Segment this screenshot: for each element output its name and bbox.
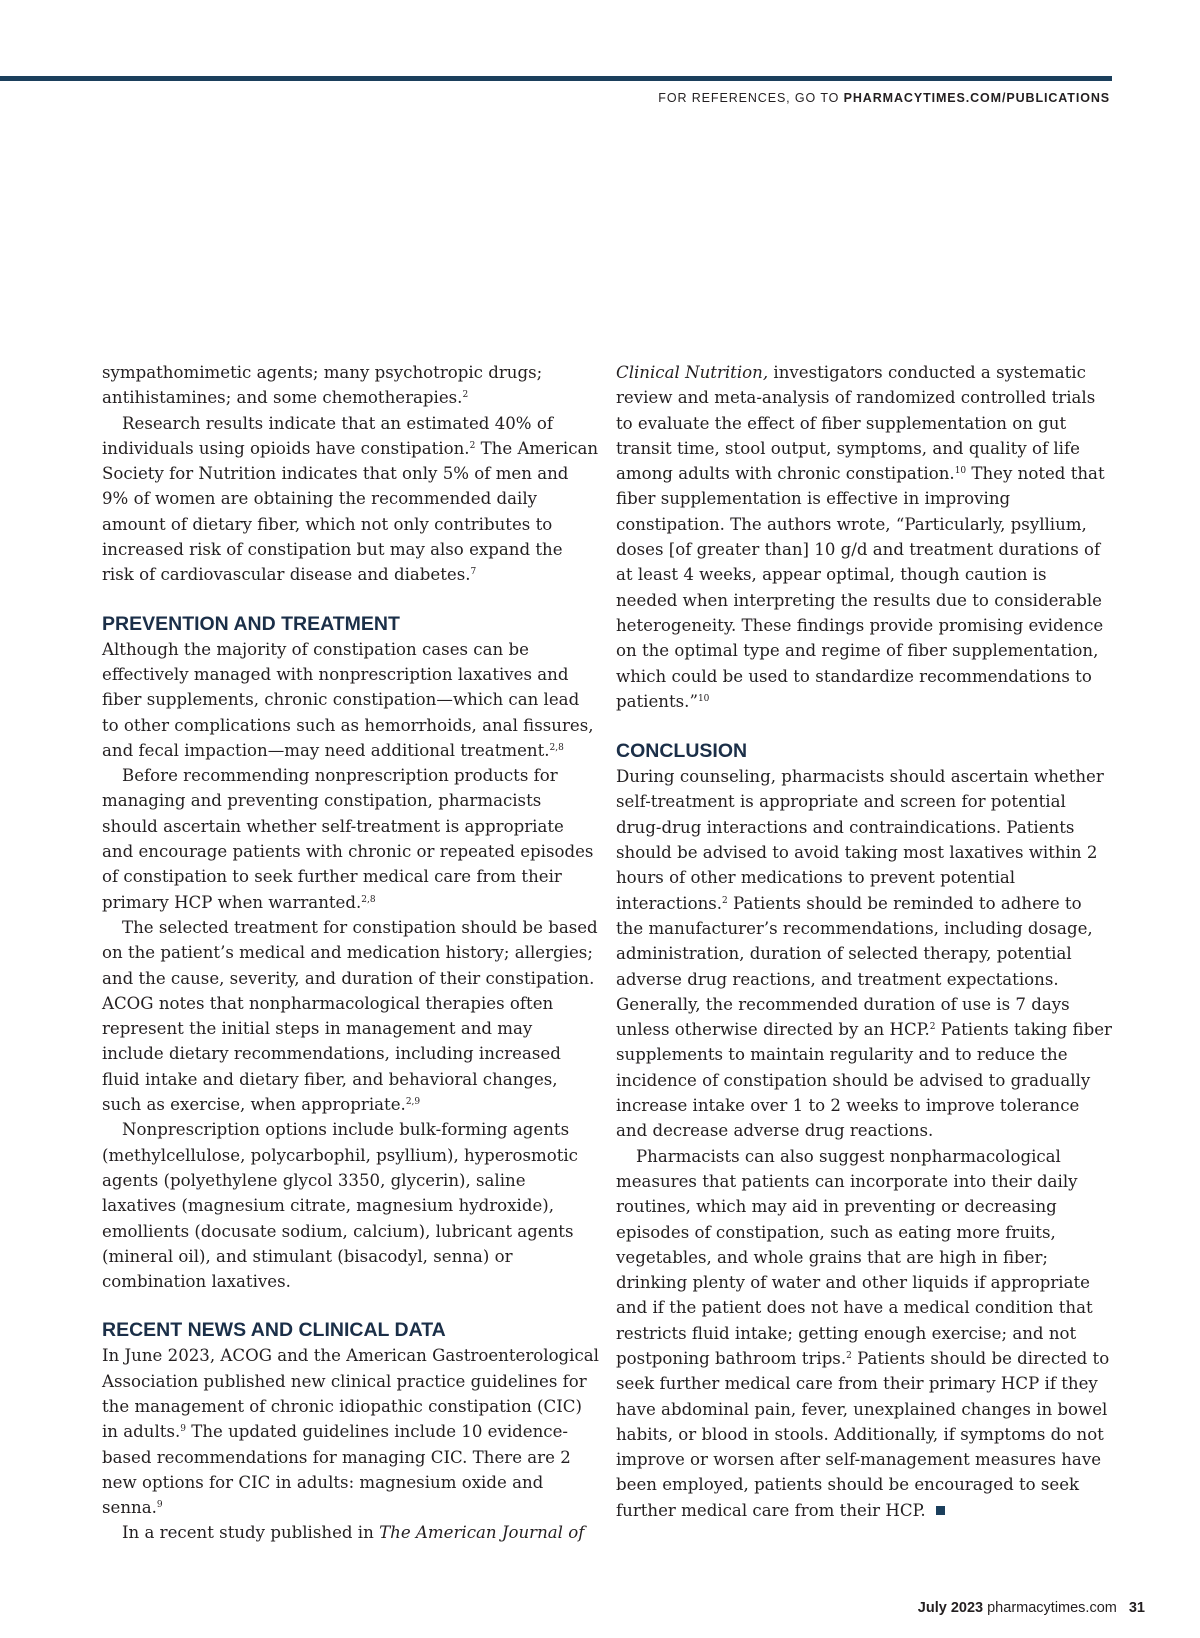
section-heading-prevention: PREVENTION AND TREATMENT <box>102 612 400 635</box>
left-column <box>102 360 599 1546</box>
paragraph: Clinical Nutrition, investigators conducted a systematic review and meta-analysis of randomized controlled trials to evaluate the effect of fiber supplementation on gut transit time, stool output, symptoms, and quality of life among adults with chronic constipation.$^{10}$ They noted that fiber supplementation is effective in improving constipation. The authors wrote, “Particularly, psyllium, doses [of greater than] 10 g/d and treatment durations of at least 4 weeks, appear optimal, though caution is needed when interpreting the results due to considerable heterogeneity. These findings provide promising evidence on the optimal type and regime of fiber supplementation, which could be used to standardize recommendations to patients.”$^{10}$ <box>616 363 1105 711</box>
paragraph: Before recommending nonprescription products for managing and preventing constipation, pharmacists should ascertain whether self-treatment is appropriate and encourage patients with chronic or repeated episodes of constipation to seek further medical care from their primary HCP when warranted.$^{2,8}$ <box>102 766 594 912</box>
citation: 9 <box>180 1424 186 1435</box>
paragraph: The selected treatment for constipation should be based on the patient’s medical and medication history; allergies; and the cause, severity, and duration of their constipation. ACOG notes that nonpharmacological therapies often represent the initial steps in management and may include dietary recommendations, including increased fluid intake and dietary fiber, and behavioral changes, such as exercise, when appropriate.$^{2,9}$ <box>102 917 598 1115</box>
references-note <box>658 91 1110 105</box>
citation: 2 <box>722 895 728 906</box>
paragraph: Research results indicate that an estimated 40% of individuals using opioids have constipation.$^2$ The American Society for Nutrition indicates that only 5% of men and 9% of women are obtaining the recommended daily amount of dietary fiber, which not only contributes to increased risk of constipation but may also expand the risk of cardiovascular disease and diabetes.$^7$ <box>102 413 599 585</box>
issue-date: July 2023 <box>917 1600 984 1616</box>
right-column <box>616 360 1112 1523</box>
paragraph: During counseling, pharmacists should ascertain whether self-treatment is appropriate and screen for potential drug-drug interactions and contraindications. Patients should be advised to avoid taking most laxatives within 2 hours of other medications to prevent potential interactions.$^2$ Patients should be reminded to adhere to the manufacturer’s recommendations, including dosage, administration, duration of selected therapy, potential adverse drug reactions, and treatment expectations. Generally, the recommended duration of use is 7 days unless otherwise directed by an HCP.$^2$ Patients taking fiber supplements to maintain regularity and to reduce the incidence of constipation should be advised to gradually increase intake over 1 to 2 weeks to improve tolerance and decrease adverse drug reactions. <box>616 767 1112 1141</box>
section-heading-conclusion: CONCLUSION <box>616 740 748 763</box>
end-of-article-icon <box>936 1506 945 1515</box>
journal-title: Clinical Nutrition, <box>616 363 769 382</box>
citation: 2 <box>469 440 476 451</box>
citation: 2 <box>462 390 469 401</box>
journal-title: The American Journal of <box>379 1523 585 1543</box>
references-link[interactable]: PHARMACYTIMES.COM/PUBLICATIONS <box>843 91 1110 105</box>
paragraph: Pharmacists can also suggest nonpharmacological measures that patients can incorporate into their daily routines, which may aid in preventing or decreasing episodes of constipation, such as eating more fruits, vegetables, and whole grains that are high in fiber; drinking plenty of water and other liquids if appropriate and if the patient does not have a medical condition that restricts fluid intake; getting enough exercise; and not postponing bathroom trips.$^2$ Patients should be directed to seek further medical care from their primary HCP if they have abdominal pain, fever, unexplained changes in bowel habits, or blood in stools. Additionally, if symptoms do not improve or worsen after self-management measures have been employed, patients should be encouraged to seek further medical care from their HCP. <box>616 1146 1110 1520</box>
citation: 10 <box>697 693 710 704</box>
citation: 2,8 <box>549 742 564 753</box>
paragraph: Although the majority of constipation cases can be effectively managed with nonprescription laxatives and fiber supplements, chronic constipation—which can lead to other complications such as hemorrhoids, anal fissures, and fecal impaction—may need additional treatment.$^{2,8}$ <box>102 639 594 760</box>
paragraph: sympathomimetic agents; many psychotropic drugs; antihistamines; and some chemotherapies.$^2$ <box>102 363 543 408</box>
paragraph: In June 2023, ACOG and the American Gastroenterological Association published new clinical practice guidelines for the management of chronic idiopathic constipation (CIC) in adults.$^9$ The updated guidelines include 10 evidence-based recommendations for managing CIC. There are 2 new options for CIC in adults: magnesium oxide and senna.$^9$ <box>102 1346 599 1518</box>
citation: 2,9 <box>405 1097 421 1108</box>
paragraph: Nonprescription options include bulk-forming agents (methylcellulose, polycarbophil, psyllium), hyperosmotic agents (polyethylene glycol 3350, glycerin), saline laxatives (magnesium citrate, magnesium hydroxide), emollients (docusate sodium, calcium), lubricant agents (mineral oil), and stimulant (bisacodyl, senna) or combination laxatives. <box>102 1120 578 1292</box>
site-url[interactable]: pharmacytimes.com <box>983 1600 1117 1616</box>
references-prefix: FOR REFERENCES, GO TO <box>658 91 844 105</box>
page-footer <box>918 1600 1145 1616</box>
citation: 2 <box>846 1350 852 1361</box>
citation: 7 <box>470 567 477 578</box>
header-rule <box>0 76 1112 81</box>
citation: 2,8 <box>361 894 376 905</box>
citation: 10 <box>954 466 967 477</box>
citation: 2 <box>929 1022 936 1033</box>
paragraph: In a recent study published in The American Journal of <box>122 1523 585 1543</box>
section-heading-recent-news: RECENT NEWS AND CLINICAL DATA <box>102 1319 446 1342</box>
citation: 9 <box>156 1500 163 1511</box>
page-number: 31 <box>1128 1600 1145 1616</box>
